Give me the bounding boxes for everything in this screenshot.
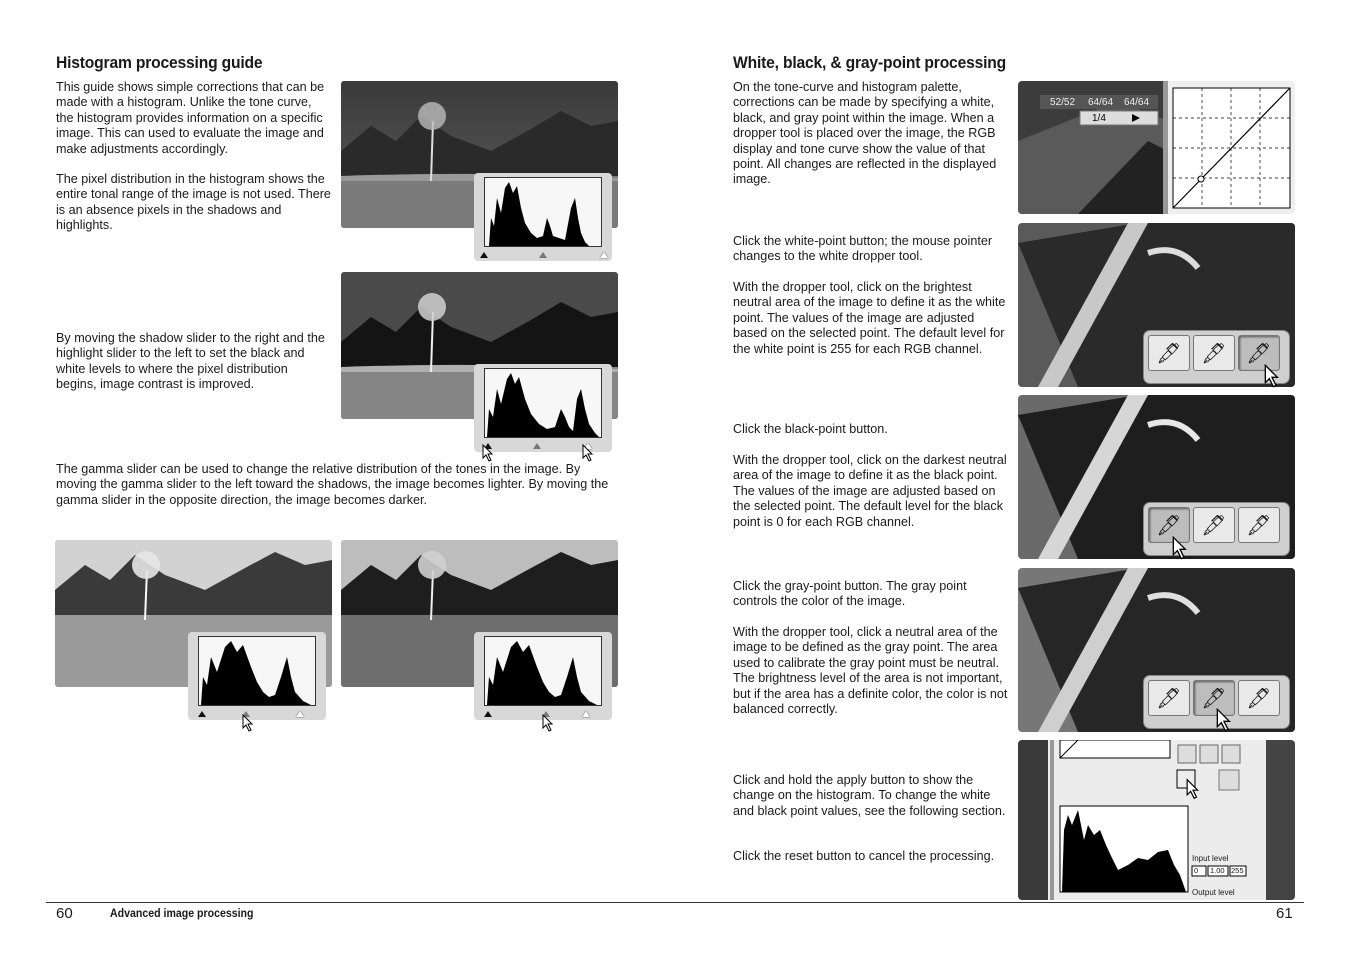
dropper-black-icon: 🖋 [1156,342,1182,365]
dropper-gray-icon: 🖋 [1201,514,1227,537]
highlight-slider[interactable] [296,711,304,717]
input-black-value[interactable]: 0 [1194,866,1199,875]
arrow-cursor-icon [1172,536,1188,560]
gray-point-step: Click the gray-point button. The gray point controls the color of the image. [733,579,967,609]
black-point-step: Click the black-point button. [733,422,888,436]
highlight-slider[interactable] [582,711,590,717]
rgb-blue-value: 64/64 [1124,97,1150,108]
shadow-slider[interactable] [484,711,492,717]
apply-histogram-panel [1018,740,1295,900]
dropper-gray-icon: 🖋 [1201,342,1227,365]
right-heading: White, black, & gray-point processing [733,53,1007,72]
rgb-green-value: 64/64 [1088,97,1114,108]
highlight-slider[interactable] [600,252,608,258]
white-point-description: With the dropper tool, click on the brightest neutral area of the image to define it as the white point. The values of the image are adjusted based on the selected point. The default level for the white point is 255 for each RGB channel. [733,280,1006,356]
shadow-slider-paragraph: By moving the shadow slider to the right and the highlight slider to the left to set the black and white levels to where the pixel distribution begins, image contrast is improved. [56,331,325,392]
reset-button-paragraph: Click the reset button to cancel the processing. [733,849,995,863]
shadow-slider[interactable] [480,252,488,258]
input-level-label: Input level [1192,854,1229,863]
footer-title: Advanced image processing [110,908,254,920]
input-gamma-value[interactable]: 1.00 [1210,866,1225,875]
left-heading: Histogram processing guide [56,53,263,72]
rgb-red-value: 52/52 [1050,97,1076,108]
tone-curve-paragraph: On the tone-curve and histogram palette, corrections can be made by specifying a white, black, and gray point within the image. When a dropper tool is placed over the image, the RGB display and tone curve show the value of that point. All changes are reflected in the displayed image. [733,80,997,187]
arrow-cursor-icon [242,714,254,732]
gamma-slider-paragraph: The gamma slider can be used to change the relative distribution of the tones in the image. By moving the gamma slider to the left toward the shadows, the image becomes lighter. By moving the gamma slider in the opposite direction, the image becomes darker. [56,462,609,507]
arrow-cursor-icon [1264,364,1280,388]
dropper-gray-icon: 🖋 [1201,687,1227,710]
histogram-panel-3 [188,632,326,720]
arrow-cursor-icon [1216,708,1232,732]
black-point-button[interactable] [1148,680,1190,716]
right-page-number: 61 [1276,905,1293,922]
arrow-cursor-icon [582,444,594,462]
apply-button-paragraph: Click and hold the apply button to show the change on the histogram. To change the white and black point values, see the following section. [733,773,1006,818]
white-point-button[interactable] [1238,680,1280,716]
rgb-page-indicator: 1/4 [1092,113,1106,124]
black-point-description: With the dropper tool, click on the darkest neutral area of the image to define it as the black point. The values of the image are adjusted based on the selected point. The default level for the black point is 0 for each RGB channel. [733,453,1007,529]
gray-point-button[interactable] [1193,507,1235,543]
histogram-panel-2 [474,364,612,452]
dropper-white-icon: 🖋 [1246,687,1272,710]
dropper-toolbar-black [1144,503,1289,555]
white-point-step: Click the white-point button; the mouse pointer changes to the white dropper tool. [733,234,993,264]
output-level-label: Output level [1192,888,1235,897]
arrow-cursor-icon [1186,778,1200,800]
gray-point-button[interactable] [1193,335,1235,371]
left-page-number: 60 [56,905,73,922]
gray-point-description: With the dropper tool, click a neutral area of the image to be defined as the gray point. The area used to calibrate the gray point must be neutral. The brightness level of the area is not important, but if the area has a definite color, the color is not balanced correctly. [733,625,1008,717]
input-white-value[interactable]: 255 [1231,866,1244,875]
dropper-black-icon: 🖋 [1156,514,1182,537]
dropper-white-icon: 🖋 [1246,342,1272,365]
black-point-button[interactable] [1148,335,1190,371]
arrow-cursor-icon [542,714,554,732]
white-point-button[interactable] [1238,507,1280,543]
histogram-panel-4 [474,632,612,720]
tone-curve-panel [1018,81,1295,214]
pixel-distribution-paragraph: The pixel distribution in the histogram shows the entire tonal range of the image is not used. There is an absence pixels in the shadows and highlights. [56,172,331,233]
dropper-white-icon: 🖋 [1246,514,1272,537]
gamma-slider[interactable] [533,443,541,449]
gamma-slider[interactable] [539,252,547,258]
arrow-cursor-icon [482,444,494,462]
histogram-panel-1 [474,173,612,261]
shadow-slider[interactable] [198,711,206,717]
footer-rule [46,902,1304,903]
intro-paragraph: This guide shows simple corrections that can be made with a histogram. Unlike the tone curve, the histogram provides information on a specific image. This can used to evaluate the image and make adjustments accordingly. [56,80,325,156]
dropper-black-icon: 🖋 [1156,687,1182,710]
